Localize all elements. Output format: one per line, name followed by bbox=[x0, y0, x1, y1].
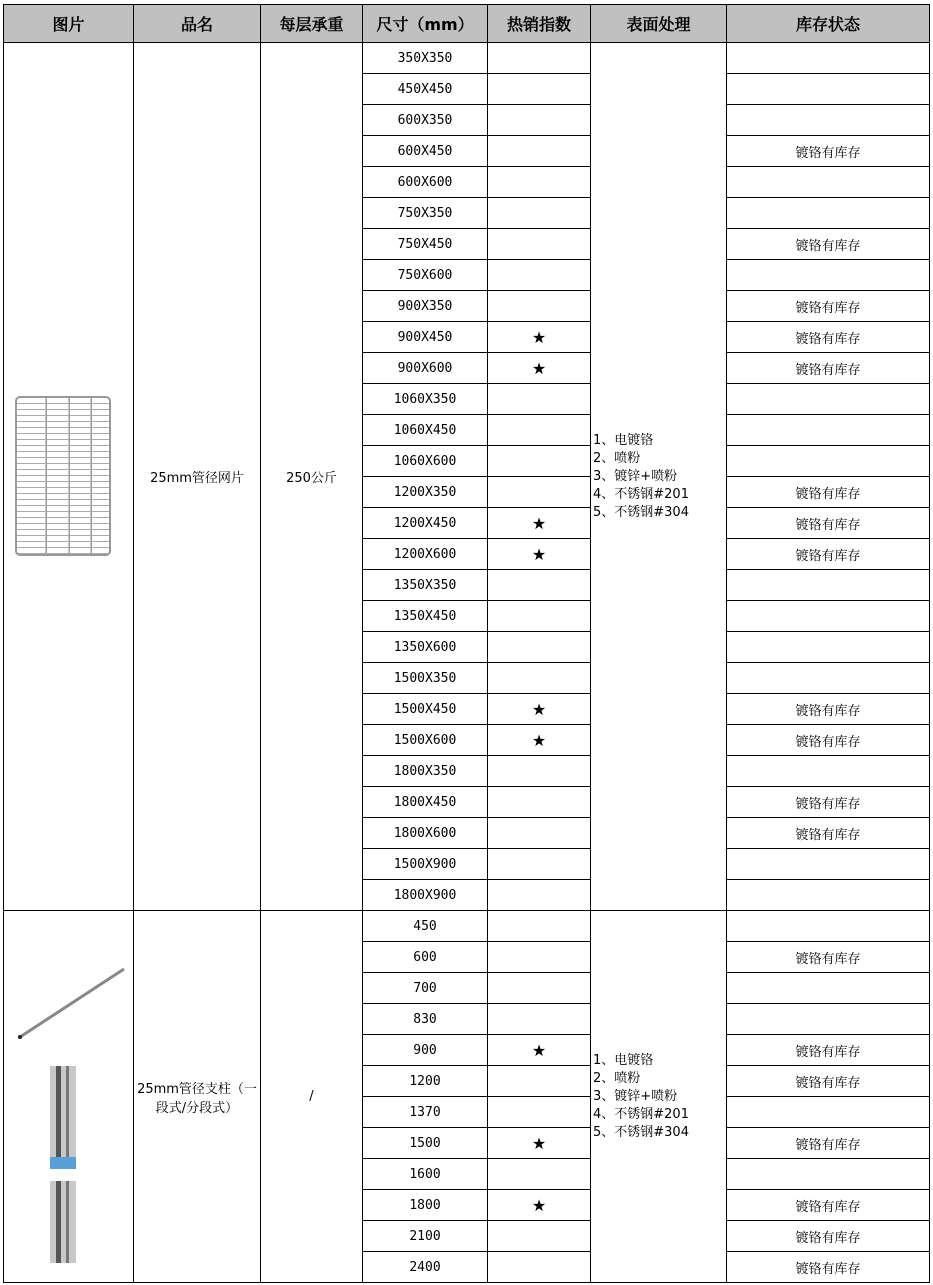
surface-option: 3、镀锌+喷粉 bbox=[593, 1088, 678, 1104]
size-cell: 450 bbox=[363, 911, 488, 942]
product-image-cell bbox=[4, 43, 134, 911]
surface-option: 2、喷粉 bbox=[593, 450, 641, 466]
stock-status bbox=[727, 849, 930, 880]
stock-status: 镀铬有库存 bbox=[727, 942, 930, 973]
hot-index-cell bbox=[488, 570, 591, 601]
surface-option: 1、电镀铬 bbox=[593, 432, 654, 448]
load-capacity: / bbox=[261, 911, 363, 1283]
hot-index-cell bbox=[488, 880, 591, 911]
stock-status: 镀铬有库存 bbox=[727, 787, 930, 818]
stock-status: 镀铬有库存 bbox=[727, 1128, 930, 1159]
header-stock-status: 库存状态 bbox=[727, 5, 930, 43]
size-cell: 1500X450 bbox=[363, 694, 488, 725]
stock-status bbox=[727, 632, 930, 663]
size-cell: 750X450 bbox=[363, 229, 488, 260]
load-capacity: 250公斤 bbox=[261, 43, 363, 911]
size-cell: 1200X350 bbox=[363, 477, 488, 508]
header-size: 尺寸（mm） bbox=[363, 5, 488, 43]
stock-status bbox=[727, 43, 930, 74]
stock-status bbox=[727, 74, 930, 105]
header-product-name: 品名 bbox=[134, 5, 261, 43]
hot-index-cell bbox=[488, 1252, 591, 1283]
stock-status: 镀铬有库存 bbox=[727, 508, 930, 539]
size-cell: 1500 bbox=[363, 1128, 488, 1159]
size-cell: 750X600 bbox=[363, 260, 488, 291]
size-cell: 1350X600 bbox=[363, 632, 488, 663]
size-cell: 1600 bbox=[363, 1159, 488, 1190]
hot-index-cell bbox=[488, 105, 591, 136]
size-cell: 2400 bbox=[363, 1252, 488, 1283]
header-load-per-layer: 每层承重 bbox=[261, 5, 363, 43]
stock-status: 镀铬有库存 bbox=[727, 229, 930, 260]
hot-index-cell bbox=[488, 756, 591, 787]
size-cell: 600 bbox=[363, 942, 488, 973]
hot-index-cell bbox=[488, 1159, 591, 1190]
stock-status: 镀铬有库存 bbox=[727, 353, 930, 384]
surface-option: 4、不锈钢#201 bbox=[593, 486, 689, 502]
product-name: 25mm管径网片 bbox=[134, 43, 261, 911]
hot-star-icon: ★ bbox=[488, 1190, 591, 1221]
size-cell: 1060X600 bbox=[363, 446, 488, 477]
size-cell: 600X450 bbox=[363, 136, 488, 167]
size-cell: 1800X450 bbox=[363, 787, 488, 818]
surface-option: 4、不锈钢#201 bbox=[593, 1106, 689, 1122]
size-cell: 830 bbox=[363, 1004, 488, 1035]
surface-treatment-list bbox=[591, 43, 727, 911]
size-cell: 1800X350 bbox=[363, 756, 488, 787]
hot-star-icon: ★ bbox=[488, 725, 591, 756]
size-cell: 1060X350 bbox=[363, 384, 488, 415]
hot-index-cell bbox=[488, 942, 591, 973]
stock-status bbox=[727, 1097, 930, 1128]
hot-star-icon: ★ bbox=[488, 508, 591, 539]
hot-index-cell bbox=[488, 415, 591, 446]
stock-status bbox=[727, 1004, 930, 1035]
stock-status: 镀铬有库存 bbox=[727, 1190, 930, 1221]
hot-index-cell bbox=[488, 1004, 591, 1035]
stock-status bbox=[727, 446, 930, 477]
stock-status: 镀铬有库存 bbox=[727, 1066, 930, 1097]
product-name: 25mm管径支柱（一段式/分段式） bbox=[134, 911, 261, 1283]
size-cell: 600X600 bbox=[363, 167, 488, 198]
hot-index-cell bbox=[488, 787, 591, 818]
stock-status bbox=[727, 105, 930, 136]
surface-option: 2、喷粉 bbox=[593, 1070, 641, 1086]
hot-index-cell bbox=[488, 136, 591, 167]
surface-option: 3、镀锌+喷粉 bbox=[593, 468, 678, 484]
stock-status: 镀铬有库存 bbox=[727, 725, 930, 756]
stock-status: 镀铬有库存 bbox=[727, 1221, 930, 1252]
size-cell: 1200 bbox=[363, 1066, 488, 1097]
hot-index-cell bbox=[488, 1097, 591, 1128]
stock-status bbox=[727, 260, 930, 291]
header-row bbox=[4, 5, 930, 43]
stock-status: 镀铬有库存 bbox=[727, 539, 930, 570]
hot-star-icon: ★ bbox=[488, 1035, 591, 1066]
header-image: 图片 bbox=[4, 5, 134, 43]
stock-status: 镀铬有库存 bbox=[727, 136, 930, 167]
hot-index-cell bbox=[488, 1066, 591, 1097]
size-cell: 1500X350 bbox=[363, 663, 488, 694]
surface-option: 5、不锈钢#304 bbox=[593, 504, 689, 520]
size-cell: 1350X450 bbox=[363, 601, 488, 632]
surface-option: 1、电镀铬 bbox=[593, 1052, 654, 1068]
size-cell: 600X350 bbox=[363, 105, 488, 136]
stock-status bbox=[727, 384, 930, 415]
hot-index-cell bbox=[488, 291, 591, 322]
size-cell: 1060X450 bbox=[363, 415, 488, 446]
surface-treatment-list bbox=[591, 911, 727, 1283]
size-cell: 750X350 bbox=[363, 198, 488, 229]
hot-index-cell bbox=[488, 198, 591, 229]
hot-star-icon: ★ bbox=[488, 694, 591, 725]
stock-status bbox=[727, 198, 930, 229]
stock-status bbox=[727, 911, 930, 942]
size-cell: 2100 bbox=[363, 1221, 488, 1252]
size-cell: 900 bbox=[363, 1035, 488, 1066]
size-cell: 1370 bbox=[363, 1097, 488, 1128]
stock-status bbox=[727, 601, 930, 632]
stock-status: 镀铬有库存 bbox=[727, 322, 930, 353]
size-cell: 350X350 bbox=[363, 43, 488, 74]
size-cell: 1200X450 bbox=[363, 508, 488, 539]
size-cell: 1350X350 bbox=[363, 570, 488, 601]
size-cell: 1200X600 bbox=[363, 539, 488, 570]
hot-star-icon: ★ bbox=[488, 1128, 591, 1159]
hot-index-cell bbox=[488, 384, 591, 415]
stock-status: 镀铬有库存 bbox=[727, 291, 930, 322]
stock-status bbox=[727, 973, 930, 1004]
size-cell: 900X600 bbox=[363, 353, 488, 384]
stock-status bbox=[727, 415, 930, 446]
size-cell: 1800X900 bbox=[363, 880, 488, 911]
hot-index-cell bbox=[488, 632, 591, 663]
size-cell: 900X450 bbox=[363, 322, 488, 353]
hot-index-cell bbox=[488, 663, 591, 694]
stock-status: 镀铬有库存 bbox=[727, 477, 930, 508]
hot-index-cell bbox=[488, 74, 591, 105]
hot-index-cell bbox=[488, 818, 591, 849]
hot-index-cell bbox=[488, 1221, 591, 1252]
hot-index-cell bbox=[488, 229, 591, 260]
stock-status: 镀铬有库存 bbox=[727, 1252, 930, 1283]
stock-status bbox=[727, 880, 930, 911]
hot-star-icon: ★ bbox=[488, 353, 591, 384]
shelf-pole-icon bbox=[4, 911, 134, 1281]
hot-index-cell bbox=[488, 973, 591, 1004]
hot-index-cell bbox=[488, 167, 591, 198]
product-spec-table bbox=[3, 4, 930, 1283]
product-image-cell bbox=[4, 911, 134, 1283]
stock-status: 镀铬有库存 bbox=[727, 694, 930, 725]
hot-index-cell bbox=[488, 477, 591, 508]
hot-index-cell bbox=[488, 260, 591, 291]
stock-status bbox=[727, 663, 930, 694]
stock-status: 镀铬有库存 bbox=[727, 818, 930, 849]
size-cell: 900X350 bbox=[363, 291, 488, 322]
stock-status bbox=[727, 756, 930, 787]
stock-status bbox=[727, 1159, 930, 1190]
size-cell: 1800 bbox=[363, 1190, 488, 1221]
stock-status bbox=[727, 167, 930, 198]
table-row bbox=[4, 911, 930, 942]
hot-index-cell bbox=[488, 849, 591, 880]
size-cell: 700 bbox=[363, 973, 488, 1004]
hot-index-cell bbox=[488, 601, 591, 632]
stock-status bbox=[727, 570, 930, 601]
table-row bbox=[4, 43, 930, 74]
header-hot-index: 热销指数 bbox=[488, 5, 591, 43]
hot-star-icon: ★ bbox=[488, 539, 591, 570]
size-cell: 1500X900 bbox=[363, 849, 488, 880]
hot-index-cell bbox=[488, 43, 591, 74]
hot-index-cell bbox=[488, 446, 591, 477]
stock-status: 镀铬有库存 bbox=[727, 1035, 930, 1066]
header-surface-treatment: 表面处理 bbox=[591, 5, 727, 43]
size-cell: 1500X600 bbox=[363, 725, 488, 756]
size-cell: 450X450 bbox=[363, 74, 488, 105]
hot-star-icon: ★ bbox=[488, 322, 591, 353]
wire-shelf-grid-icon bbox=[15, 396, 111, 556]
hot-index-cell bbox=[488, 911, 591, 942]
surface-option: 5、不锈钢#304 bbox=[593, 1124, 689, 1140]
size-cell: 1800X600 bbox=[363, 818, 488, 849]
